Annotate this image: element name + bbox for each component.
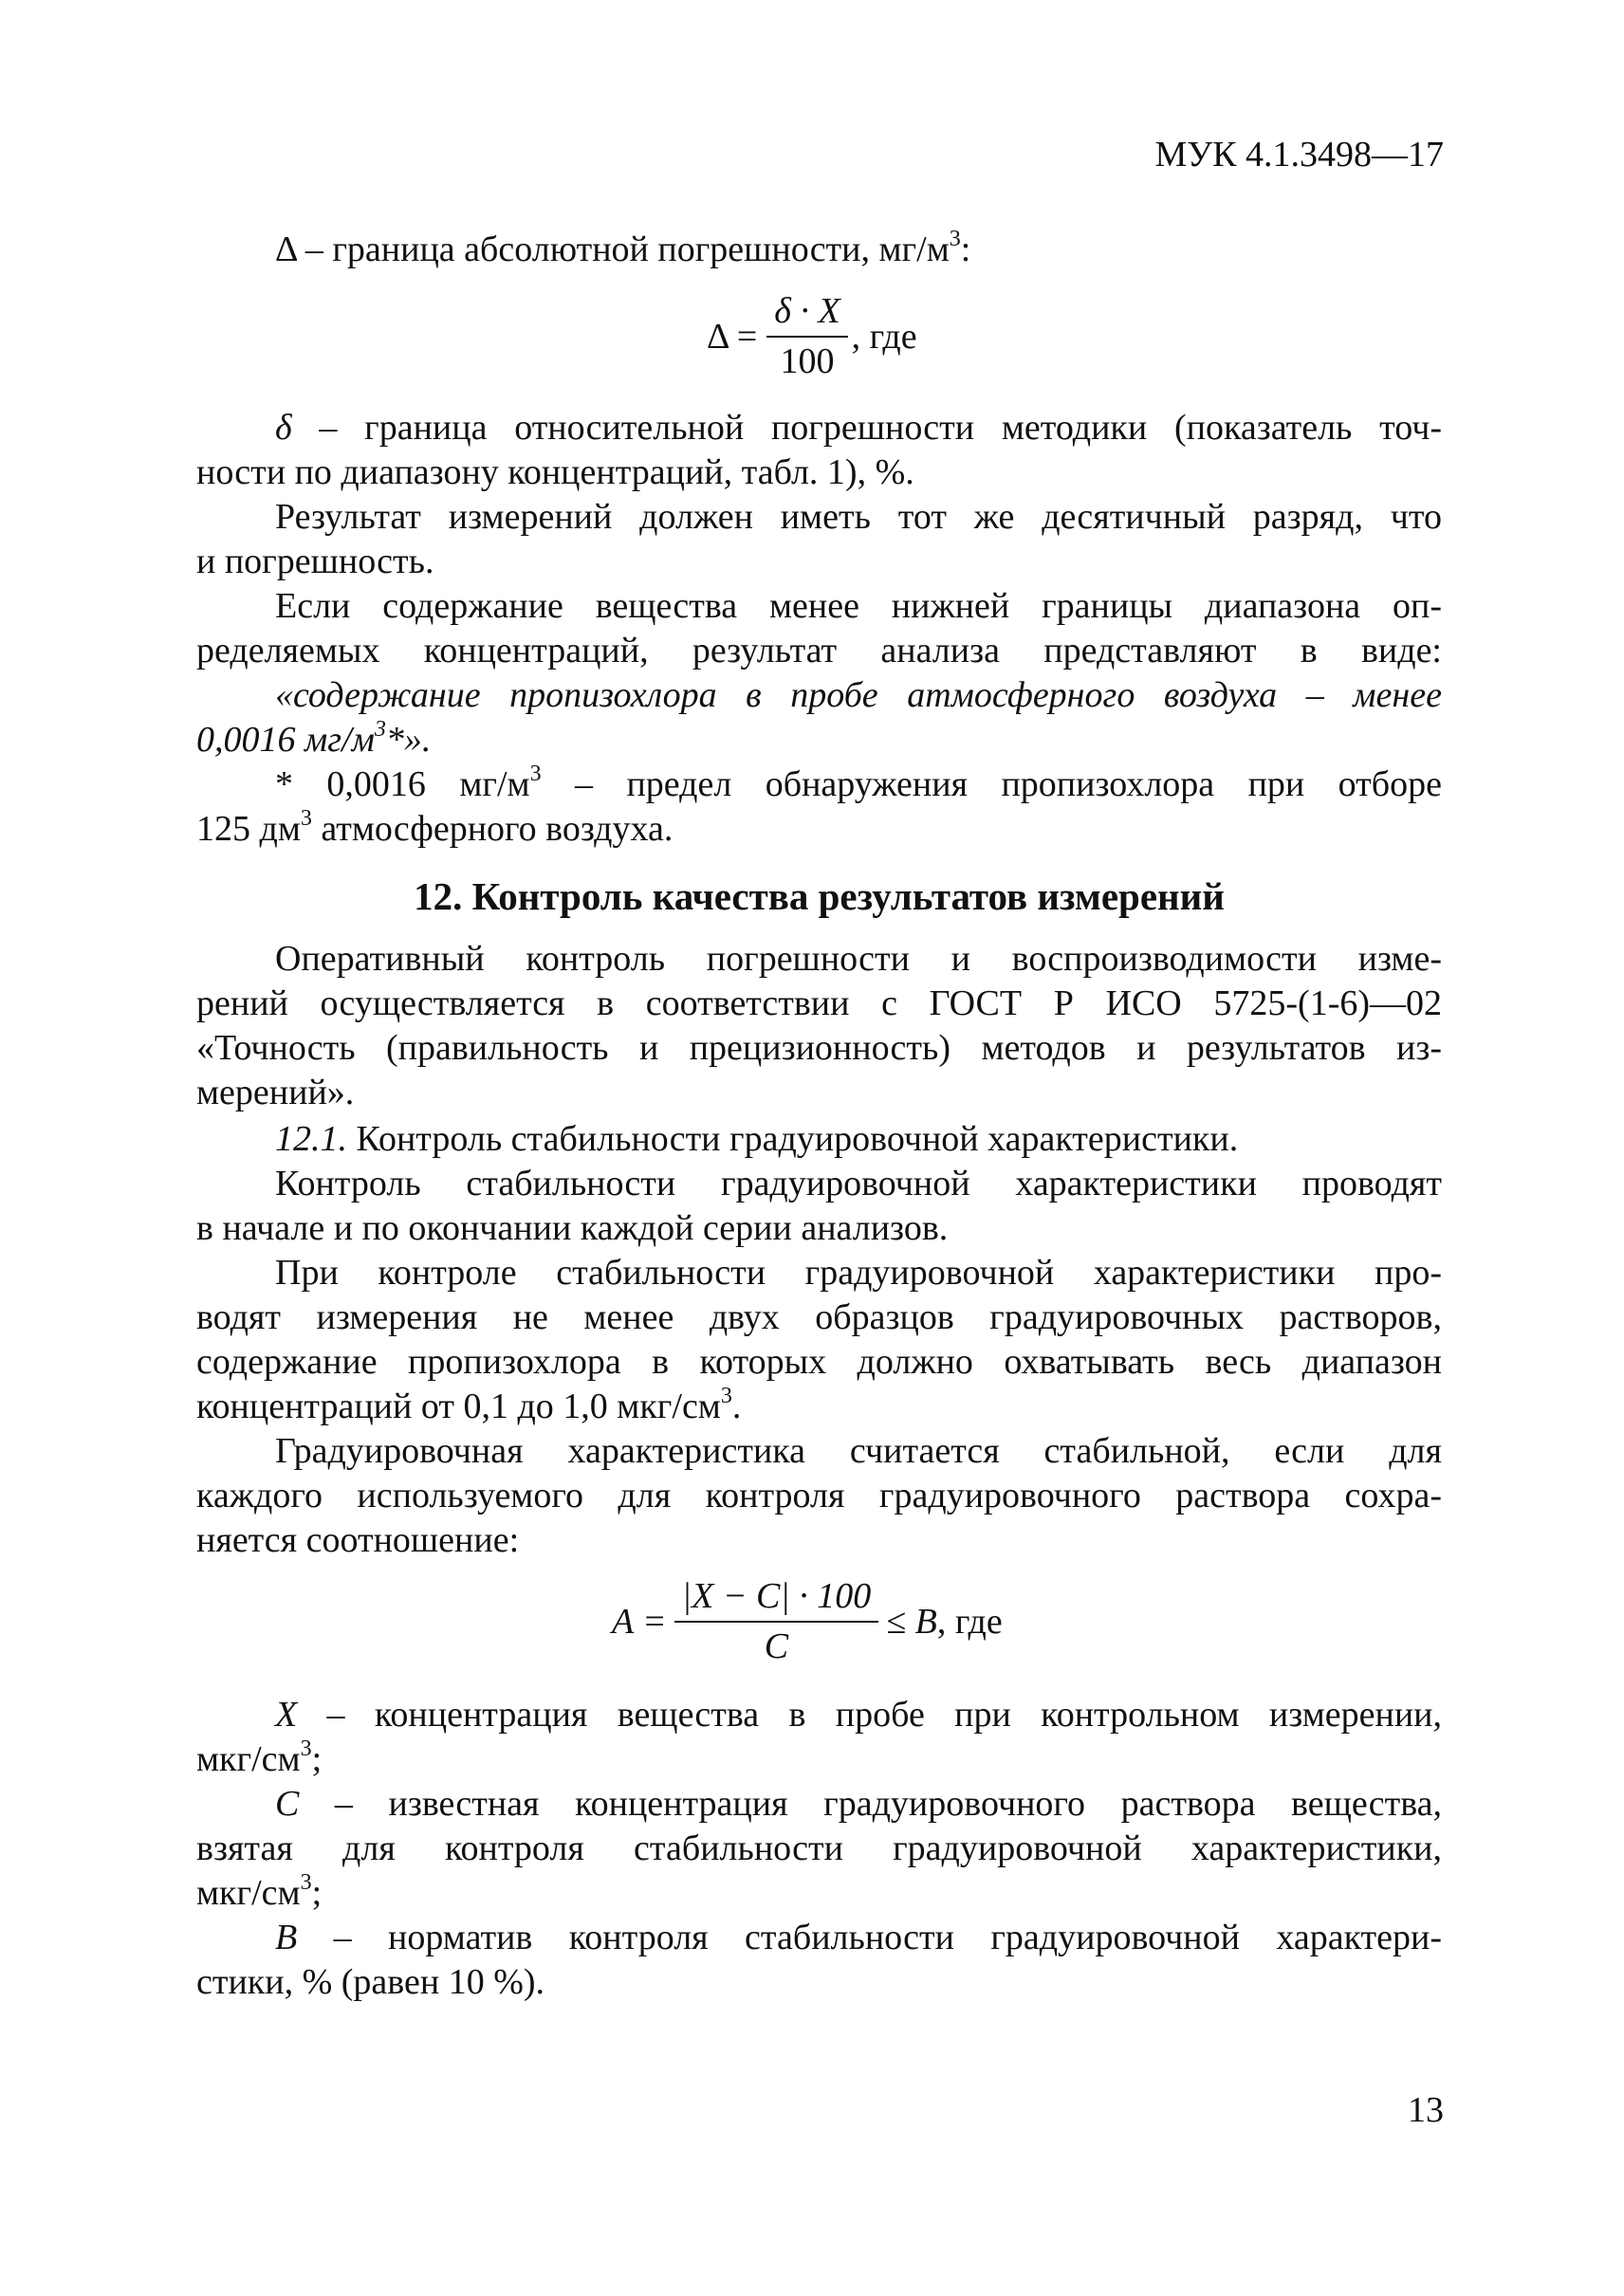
b-definition xyxy=(196,1916,1442,2005)
c-line3-b: ; xyxy=(311,1873,323,1913)
quote-line2-b: *». xyxy=(385,720,432,760)
subsection-title: Контроль стабильности градуировочной характеристики. xyxy=(347,1119,1239,1159)
formula-stability-check xyxy=(612,1574,1003,1669)
formula2-lhs: A = xyxy=(612,1601,667,1642)
formula1-lhs: Δ = xyxy=(707,316,758,357)
delta-definition-text: – граница абсолютной погрешности, мг/м xyxy=(296,230,950,269)
stability-line2: в начале и по окончании каждой серии анализов. xyxy=(196,1208,949,1248)
stable-condition-paragraph xyxy=(196,1429,1442,1563)
c-line3-a: мкг/см xyxy=(196,1873,301,1913)
oper-line3: «Точность (правильность и прецизионность) методов и результатов из- xyxy=(196,1028,1442,1068)
result-paragraph xyxy=(196,495,1442,584)
formula2-denominator: C xyxy=(764,1626,789,1666)
formula1-numerator: δ · X xyxy=(766,289,847,338)
footnote-line2-b: атмосферного воздуха. xyxy=(311,809,674,849)
quote-line2-a: 0,0016 мг/м xyxy=(196,720,375,760)
quote-line2-sup: 3 xyxy=(374,717,386,743)
b-line2: стики, % (равен 10 %). xyxy=(196,1962,545,2002)
subsection-number: 12.1. xyxy=(275,1119,347,1159)
oper-line1: Оперативный контроль погрешности и воспроизводимости изме- xyxy=(275,939,1442,979)
result-line1: Результат измерений должен иметь тот же десятичный разряд, что xyxy=(275,497,1442,537)
subsection-12-1 xyxy=(196,1117,1442,1162)
delta-colon: : xyxy=(960,230,971,269)
formula1-denominator: 100 xyxy=(780,341,835,381)
x-line2-b: ; xyxy=(311,1739,323,1779)
x-definition xyxy=(196,1693,1442,1782)
footnote-line1-b: – предел обнаружения пропизохлора при отборе xyxy=(541,764,1442,804)
delta-small-line1: – граница относительной погрешности методики (показатель точ- xyxy=(291,408,1442,448)
result-quote xyxy=(196,673,1442,762)
c-definition xyxy=(196,1782,1442,1916)
footnote-line2-a: 125 дм xyxy=(196,809,301,849)
control-line3: содержание пропизохлора в которых должно охватывать весь диапазон xyxy=(196,1342,1442,1382)
delta-definition xyxy=(196,228,1442,272)
b-line1: – норматив контроля стабильности градуировочной характери- xyxy=(297,1918,1442,1957)
c-line2: взятая для контроля стабильности градуировочной характеристики, xyxy=(196,1828,1442,1868)
below-range-line2: ределяемых концентраций, результат анализа представляют в виде: xyxy=(196,631,1442,670)
x-line1: – концентрация вещества в пробе при контрольном измерении, xyxy=(297,1695,1442,1735)
c-line3-sup: 3 xyxy=(300,1870,312,1896)
oper-line4: мерений». xyxy=(196,1073,355,1112)
control-line2: водят измерения не менее двух образцов градуировочных растворов, xyxy=(196,1297,1442,1337)
stability-line1: Контроль стабильности градуировочной характеристики проводят xyxy=(275,1164,1442,1203)
delta-small-definition xyxy=(196,406,1442,495)
stability-paragraph xyxy=(196,1162,1442,1251)
oper-line2: рений осуществляется в соответствии с ГОСТ Р ИСО 5725-(1-6)—02 xyxy=(196,983,1442,1023)
section-title: 12. Контроль качества результатов измерений xyxy=(414,874,1225,918)
quote-line1: «содержание пропизохлора в пробе атмосферного воздуха – менее xyxy=(275,675,1442,715)
control-line4-b: . xyxy=(731,1387,742,1426)
formula1-fraction xyxy=(766,289,847,384)
document-code: МУК 4.1.3498—17 xyxy=(1154,135,1444,174)
footnote-line1-sup: 3 xyxy=(529,762,542,787)
below-range-line1: Если содержание вещества менее нижней границы диапазона оп- xyxy=(275,586,1442,626)
c-line1: – известная концентрация градуировочного раствора вещества, xyxy=(299,1784,1442,1824)
footnote-line2-sup: 3 xyxy=(300,806,312,832)
x-line2-a: мкг/см xyxy=(196,1739,301,1779)
stable-line1: Градуировочная характеристика считается стабильной, если для xyxy=(275,1431,1442,1471)
x-symbol: X xyxy=(275,1695,298,1735)
delta-small-symbol: δ xyxy=(275,408,292,448)
operational-control-paragraph xyxy=(196,937,1442,1115)
formula2-numerator: |X − C| · 100 xyxy=(674,1574,879,1623)
control-paragraph xyxy=(196,1251,1442,1429)
formula2-fraction xyxy=(674,1574,879,1669)
control-line4-sup: 3 xyxy=(720,1384,732,1409)
page-number: 13 xyxy=(1408,2090,1444,2130)
delta-symbol: Δ xyxy=(275,230,297,269)
formula2-tail: , где xyxy=(936,1601,1003,1642)
stable-line3: няется соотношение: xyxy=(196,1520,520,1560)
footnote-line1-a: * 0,0016 мг/м xyxy=(275,764,530,804)
delta-small-line2: ности по диапазону концентраций, табл. 1), %. xyxy=(196,452,914,492)
stable-line2: каждого используемого для контроля градуировочного раствора сохра- xyxy=(196,1476,1442,1515)
delta-unit-sup: 3 xyxy=(949,227,961,252)
c-symbol: C xyxy=(275,1784,300,1824)
below-range-paragraph xyxy=(196,584,1442,673)
control-line1: При контроле стабильности градуировочной характеристики про- xyxy=(275,1253,1442,1293)
b-symbol: B xyxy=(275,1918,298,1957)
formula1-tail: , где xyxy=(851,316,917,357)
detection-limit-footnote xyxy=(196,762,1442,852)
formula-absolute-error xyxy=(707,289,917,384)
result-line2: и погрешность. xyxy=(196,542,434,581)
formula2-relation: ≤ B xyxy=(886,1601,937,1642)
control-line4-a: концентраций от 0,1 до 1,0 мкг/см xyxy=(196,1387,721,1426)
x-line2-sup: 3 xyxy=(300,1736,312,1762)
